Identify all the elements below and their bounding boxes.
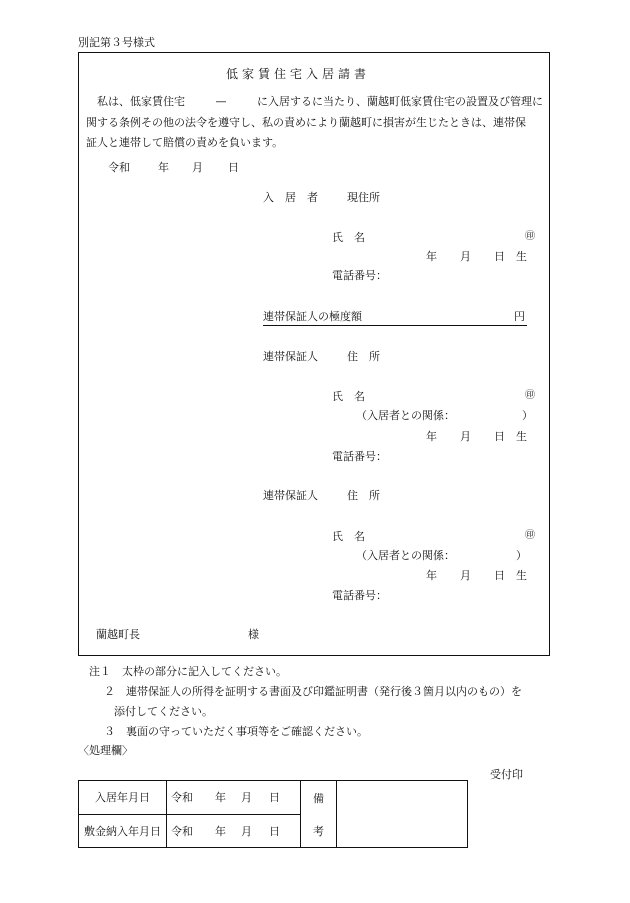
guarantor2-birth-year: 年 bbox=[426, 569, 437, 582]
guarantor1-heading: 連帯保証人 bbox=[263, 350, 318, 363]
move-in-date-value bbox=[167, 781, 301, 815]
limit-label: 連帯保証人の極度額 bbox=[263, 310, 362, 323]
note-3: ３ 裏面の守っていただく事項等をご確認ください。 bbox=[104, 725, 368, 738]
move-in-era: 令和 bbox=[171, 791, 193, 805]
guarantor1-name-label: 氏 名 bbox=[332, 390, 365, 403]
guarantor1-phone-label: 電話番号： bbox=[332, 450, 387, 463]
guarantor2-birth-month: 月 bbox=[460, 569, 471, 582]
table-row bbox=[79, 781, 468, 815]
deposit-day: 日 bbox=[269, 824, 280, 838]
guarantor2-phone-label: 電話番号： bbox=[332, 589, 387, 602]
guarantor2-address-label: 住 所 bbox=[347, 489, 380, 502]
guarantor1-relation-label: （入居者との関係： bbox=[356, 409, 455, 422]
note-1: 注１ 太枠の部分に記入してください。 bbox=[89, 665, 287, 678]
limit-unit: 円 bbox=[514, 310, 525, 323]
intro-dash: — bbox=[215, 95, 227, 108]
date-month: 月 bbox=[192, 161, 203, 174]
guarantor1-address-label: 住 所 bbox=[347, 350, 380, 363]
note-2-line1: ２ 連帯保証人の所得を証明する書面及び印鑑証明書（発行後３箇月以内のもの）を bbox=[104, 685, 522, 698]
guarantor2-name-label: 氏 名 bbox=[332, 530, 365, 543]
move-in-year: 年 bbox=[215, 791, 226, 805]
tenant-birth-year: 年 bbox=[426, 250, 437, 263]
guarantor2-relation-label: （入居者との関係： bbox=[356, 549, 455, 562]
received-stamp-label: 受付印 bbox=[490, 768, 523, 781]
guarantor1-birth-day: 日 生 bbox=[494, 430, 527, 443]
limit-underline bbox=[263, 325, 527, 326]
intro-line1-a: 私は、低家賃住宅 bbox=[97, 95, 185, 108]
intro-line1-b: に入居するに当たり、蘭越町低家賃住宅の設置及び管理に bbox=[257, 95, 543, 108]
form-number: 別記第３号様式 bbox=[78, 36, 155, 49]
note-2-line2: 添付してください。 bbox=[114, 705, 213, 718]
form-title: 低家賃住宅入居請書 bbox=[226, 67, 371, 81]
guarantor1-birth-month: 月 bbox=[460, 430, 471, 443]
intro-line3: 証人と連帯して賠償の責めを負います。 bbox=[86, 136, 284, 149]
intro-paragraph bbox=[86, 92, 546, 154]
guarantor2-birth-day: 日 生 bbox=[494, 569, 527, 582]
move-in-day: 日 bbox=[269, 791, 280, 805]
date-day: 日 bbox=[228, 161, 239, 174]
tenant-seal-mark: ㊞ bbox=[525, 231, 535, 242]
intro-line2: 関する条例その他の法令を遵守し、私の責めにより蘭越町に損害が生じたときは、連帯保 bbox=[86, 115, 526, 129]
processing-label: 〈処理欄〉 bbox=[78, 744, 133, 757]
move-in-month: 月 bbox=[241, 791, 252, 805]
deposit-date-value bbox=[167, 814, 301, 848]
addressee-suffix: 様 bbox=[248, 628, 259, 641]
remarks-label-top: 備 bbox=[301, 781, 337, 815]
tenant-heading: 入 居 者 bbox=[263, 191, 318, 204]
addressee-name: 蘭越町長 bbox=[96, 628, 140, 641]
tenant-birth-month: 月 bbox=[460, 250, 471, 263]
deposit-date-label: 敷金納入年月日 bbox=[79, 814, 167, 848]
tenant-phone-label: 電話番号： bbox=[332, 269, 387, 282]
deposit-year: 年 bbox=[215, 824, 226, 838]
deposit-month: 月 bbox=[241, 824, 252, 838]
guarantor2-relation-close: ） bbox=[516, 549, 527, 562]
tenant-birth-day: 日 生 bbox=[494, 250, 527, 263]
guarantor2-heading: 連帯保証人 bbox=[263, 489, 318, 502]
guarantor1-birth-year: 年 bbox=[426, 430, 437, 443]
deposit-era: 令和 bbox=[171, 824, 193, 838]
guarantor1-relation-close: ） bbox=[522, 409, 533, 422]
tenant-name-label: 氏 名 bbox=[332, 231, 365, 244]
date-year: 年 bbox=[158, 161, 169, 174]
processing-table bbox=[78, 780, 468, 848]
tenant-address-label: 現住所 bbox=[347, 191, 380, 204]
remarks-cell bbox=[337, 781, 468, 848]
remarks-label-bottom: 考 bbox=[301, 814, 337, 848]
date-era: 令和 bbox=[108, 161, 130, 174]
move-in-date-label: 入居年月日 bbox=[79, 781, 167, 815]
guarantor2-seal-mark: ㊞ bbox=[525, 530, 535, 541]
guarantor1-seal-mark: ㊞ bbox=[525, 390, 535, 401]
